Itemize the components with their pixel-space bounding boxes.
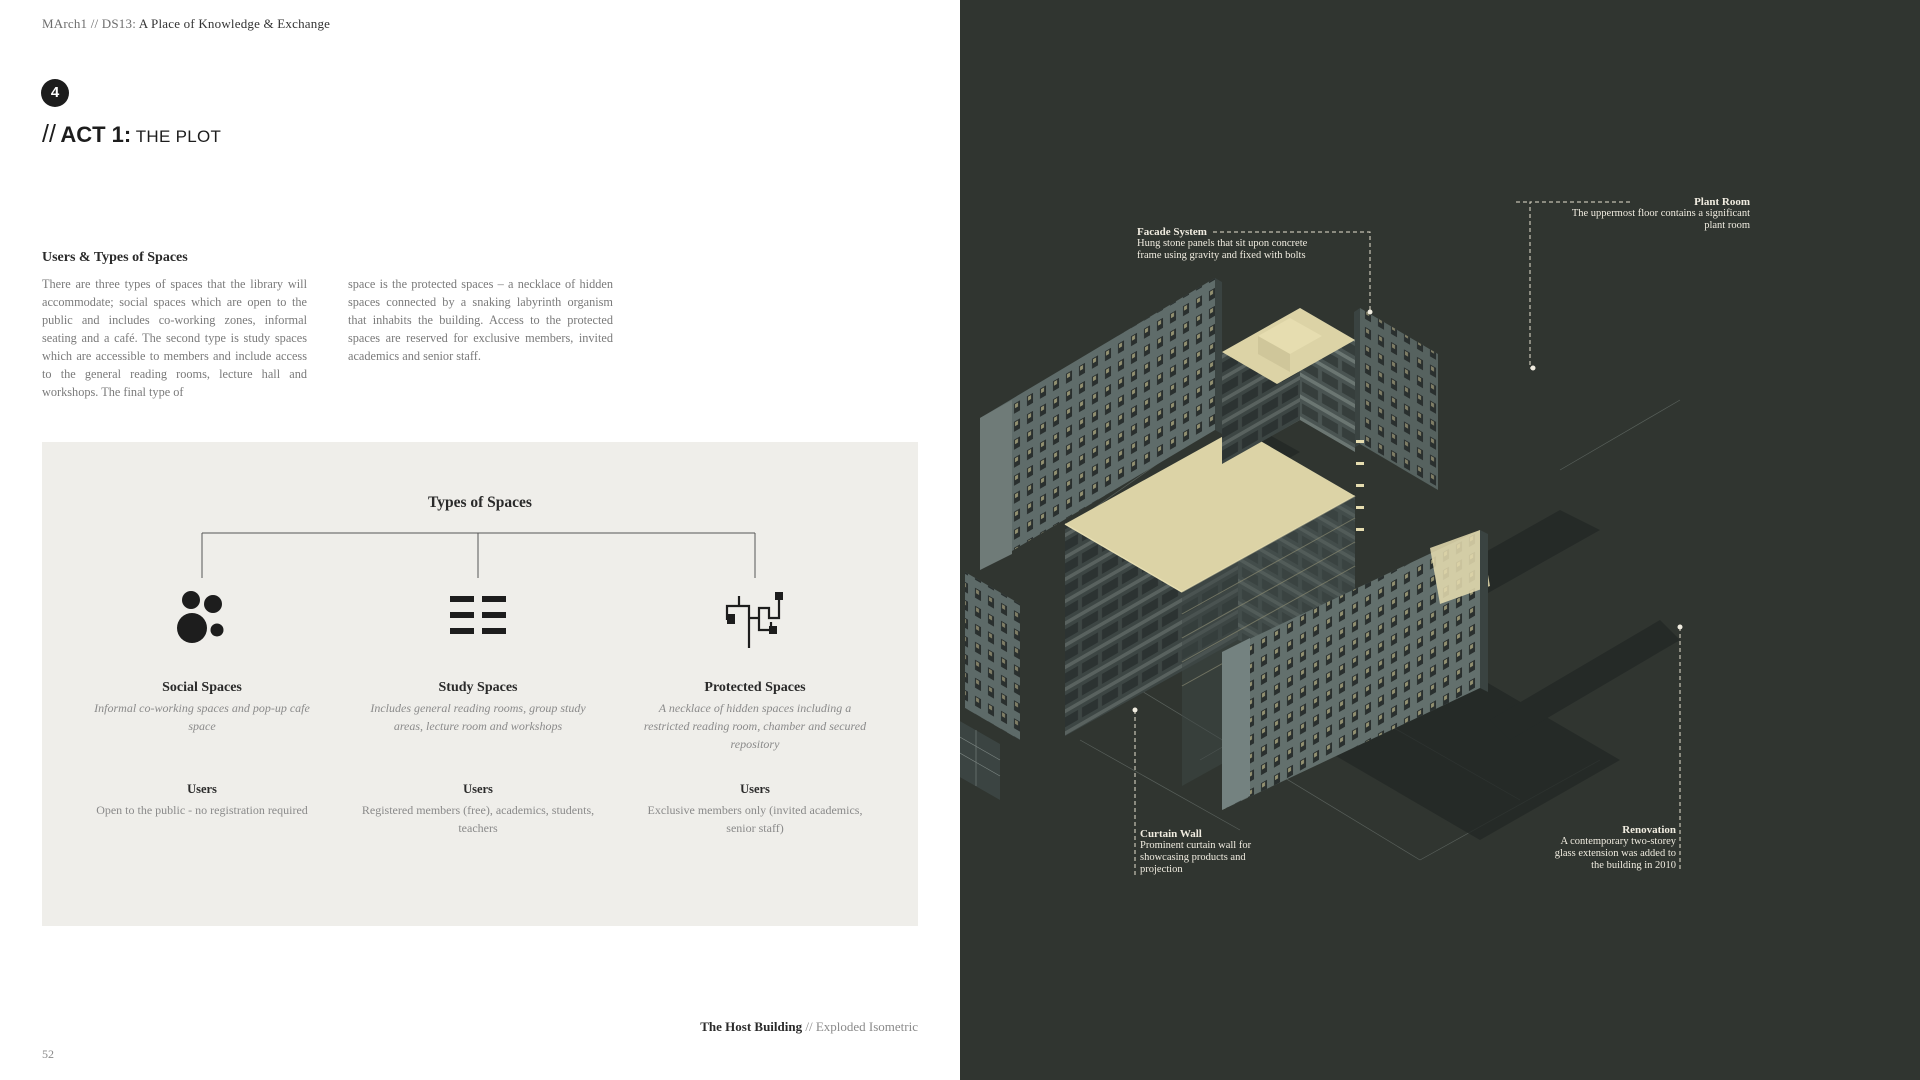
annotation-curtain-wall xyxy=(1140,828,1270,876)
figure-caption xyxy=(700,1019,918,1035)
annotation-title: Renovation xyxy=(1622,824,1676,836)
users-description: Registered members (free), academics, students, teachers xyxy=(361,803,595,835)
space-name: Study Spaces xyxy=(438,680,518,695)
users-description: Exclusive members only (invited academics, senior staff) xyxy=(647,803,863,835)
running-header xyxy=(42,16,330,32)
social-circles-icon xyxy=(172,590,232,650)
chapter-number-badge: 4 xyxy=(41,79,69,107)
running-header-course: MArch1 // DS13: xyxy=(42,16,136,31)
space-description: Informal co-working spaces and pop-up cafe space xyxy=(94,701,310,733)
annotation-plant-room xyxy=(1556,196,1750,232)
annotation-title: Curtain Wall xyxy=(1140,828,1202,840)
annotation-text: Hung stone panels that sit upon concrete frame using gravity and fixed with bolts xyxy=(1137,238,1308,261)
space-name: Social Spaces xyxy=(162,680,242,695)
annotation-renovation xyxy=(1544,824,1676,872)
exploded-isometric-drawing xyxy=(960,0,1920,1080)
users-title: Users xyxy=(187,782,217,796)
annotation-title: Facade System xyxy=(1137,226,1207,238)
users-description: Open to the public - no registration required xyxy=(96,803,308,817)
act-title-act: ACT 1: xyxy=(60,122,132,147)
caption-strong: The Host Building xyxy=(700,1019,803,1034)
facade-panel-back-right xyxy=(1354,308,1438,490)
section-heading: Users & Types of Spaces xyxy=(42,250,188,265)
act-title xyxy=(42,120,221,149)
users-title: Users xyxy=(740,782,770,796)
annotation-facade-system xyxy=(1137,226,1317,262)
right-page-exploded-isometric xyxy=(960,0,1920,1080)
space-description: A necklace of hidden spaces including a restricted reading room, chamber and secured repository xyxy=(643,701,867,751)
annotation-text: The uppermost floor contains a significant plant room xyxy=(1571,208,1750,231)
space-description: Includes general reading rooms, group study areas, lecture room and workshops xyxy=(370,701,586,733)
users-title: Users xyxy=(463,782,493,796)
intro-column-2: space is the protected spaces – a necklace of hidden spaces connected by a snaking labyrinth organism that inhabits the building. Access to the protected spaces are reserved for exclusive members, invited academics and senior staff. xyxy=(348,277,613,363)
types-of-spaces-title: Types of Spaces xyxy=(428,494,532,511)
annotation-text: A contemporary two-storey glass extension was added to the building in 2010 xyxy=(1554,836,1676,871)
caption-rest: // Exploded Isometric xyxy=(805,1019,918,1034)
annotation-text: Prominent curtain wall for showcasing products and projection xyxy=(1140,840,1252,875)
facade-panel-front-left xyxy=(960,572,1020,800)
labyrinth-icon xyxy=(725,590,785,650)
act-title-subtitle: THE PLOT xyxy=(135,127,222,146)
types-of-spaces-panel xyxy=(42,442,918,926)
running-header-title: A Place of Knowledge & Exchange xyxy=(138,16,331,31)
page-number: 52 xyxy=(42,1047,54,1061)
study-bars-icon xyxy=(448,590,508,650)
intro-column-1: There are three types of spaces that the library will accommodate; social spaces which are open to the public and includes co-working zones, informal seating and a café. The second type is study spaces which are accessible to members and include access to the general reading rooms, lecture hall and workshops. The final type of xyxy=(42,277,307,399)
act-title-prefix: // xyxy=(42,120,56,148)
space-name: Protected Spaces xyxy=(704,680,806,695)
annotation-title: Plant Room xyxy=(1694,196,1750,208)
